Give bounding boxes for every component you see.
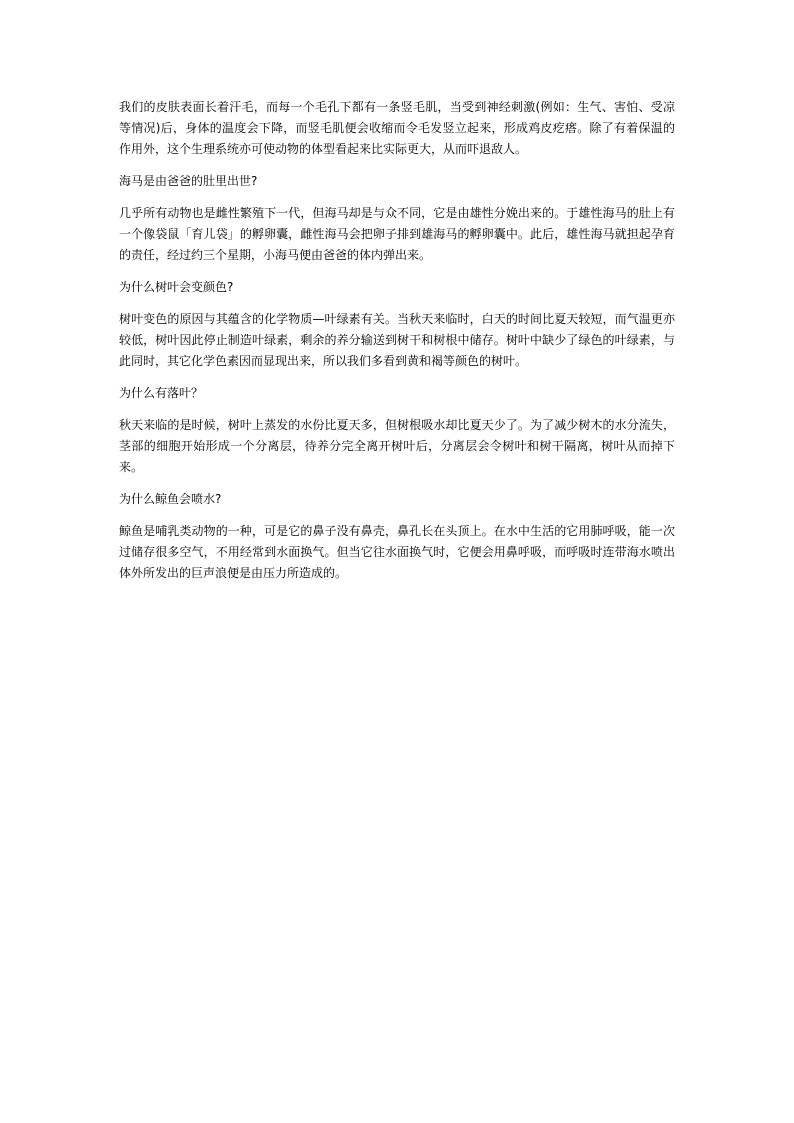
- heading-leaf-color: 为什么树叶会变颜色?: [119, 280, 234, 294]
- paragraph-whale-spout: 鲸鱼是哺乳类动物的一种，可是它的鼻子没有鼻壳，鼻孔长在头顶上。在水中生活的它用肺呼吸，能一次过储存很多空气，不用经常到水面换气。但当它往水面换气时，它便会用鼻呼吸，而呼吸时连带海水喷出体外所发出的巨声浪便是由压力所造成的。: [119, 524, 675, 580]
- heading-seahorse: 海马是由爸爸的肚里出世?: [119, 174, 258, 188]
- paragraph-goosebumps: 我们的皮肤表面长着汗毛，而每一个毛孔下都有一条竖毛肌，当受到神经刺激(例如：生气、害怕、受凉等情况)后，身体的温度会下降，而竖毛肌便会收缩而令毛发竖立起来，形成鸡皮疙瘩。除了有着保温的作用外，这个生理系统亦可使动物的体型看起来比实际更大，从而吓退敌人。: [119, 100, 675, 156]
- heading-falling-leaves: 为什么有落叶？: [119, 386, 204, 400]
- paragraph-seahorse: 几乎所有动物也是雌性繁殖下一代，但海马却是与众不同，它是由雄性分娩出来的。于雄性海马的肚上有一个像袋鼠「育儿袋」的孵卵囊，雌性海马会把卵子排到雄海马的孵卵囊中。此后，雄性海马就担起孕育的责任，经过约三个星期，小海马便由爸爸的体内弹出来。: [119, 206, 675, 262]
- heading-whale-spout: 为什么鲸鱼会喷水?: [119, 492, 222, 506]
- paragraph-leaf-color: 树叶变色的原因与其蕴含的化学物质—叶绿素有关。当秋天来临时，白天的时间比夏天较短，而气温更亦较低，树叶因此停止制造叶绿素，剩余的养分输送到树干和树根中储存。树叶中缺少了绿色的叶绿素，与此同时，其它化学色素因而显现出来，所以我们多看到黄和褐等颜色的树叶。: [119, 312, 675, 368]
- document-page: [119, 97, 675, 595]
- paragraph-falling-leaves: 秋天来临的是时候，树叶上蒸发的水份比夏天多，但树根吸水却比夏天少了。为了减少树木的水分流失，茎部的细胞开始形成一个分离层，待养分完全离开树叶后，分离层会令树叶和树干隔离，树叶从而掉下来。: [119, 418, 675, 474]
